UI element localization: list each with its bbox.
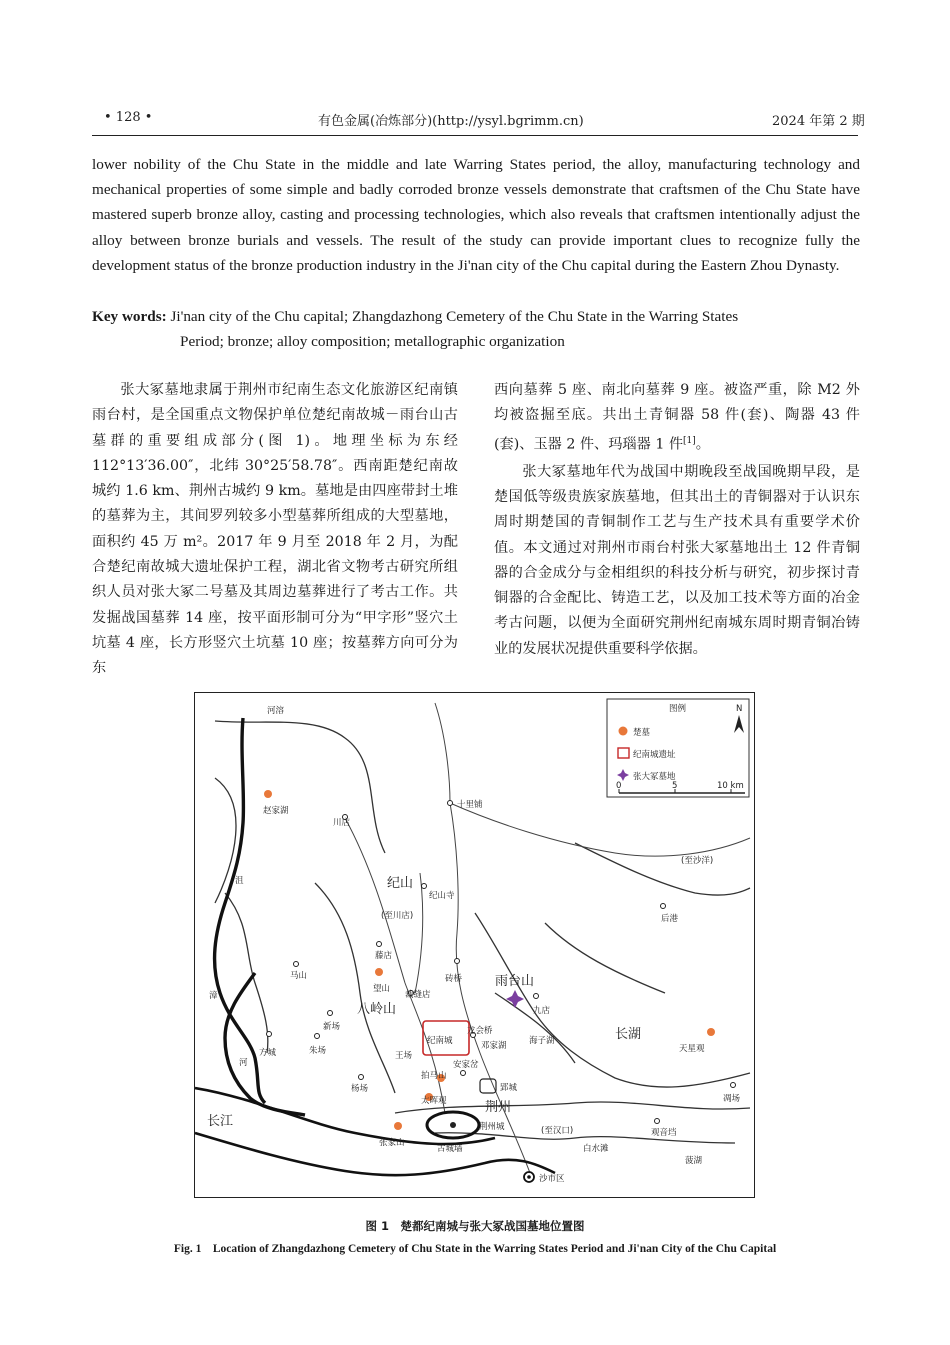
map-label: 赵家湖: [263, 806, 289, 816]
river-line: [495, 993, 575, 1063]
keywords-line-1: Ji'nan city of the Chu capital; Zhangdazhong Cemetery of the Chu State in the Warring States: [170, 308, 739, 325]
location-map: [194, 692, 755, 1198]
abstract-english: [92, 152, 860, 278]
map-label: 拍马山: [421, 1071, 447, 1081]
figure-caption-cn: 图 1 楚都纪南城与张大冢战国墓地位置图: [365, 1219, 585, 1233]
legend-item-cemetery: 张大冢墓地: [633, 772, 676, 782]
map-label: 海子湖: [529, 1036, 555, 1046]
scale-0: 0: [616, 781, 622, 791]
map-label: 王场: [395, 1051, 413, 1061]
keywords-label: Key words:: [92, 308, 167, 325]
map-label: 安家岔: [453, 1060, 479, 1070]
legend-item-site: 纪南城遗址: [633, 750, 676, 760]
place-dots: [267, 801, 736, 1124]
map-label: 纪南城: [427, 1036, 453, 1046]
map-label: 望山: [373, 984, 391, 994]
map-label: 漳: [209, 991, 218, 1001]
map-label: 川店: [333, 818, 351, 828]
map-label: 新场: [323, 1022, 341, 1032]
map-label: 砖桥: [445, 974, 463, 984]
chu-tomb-marker: [394, 1122, 402, 1130]
body-left-column: [92, 378, 458, 682]
boundary-river: [215, 718, 265, 1103]
river-line: [215, 778, 236, 903]
map-label: 纪山: [387, 876, 414, 891]
road-line: [345, 818, 445, 1113]
river-line: [545, 923, 665, 993]
scale-5: 5: [672, 781, 678, 791]
map-label: 长江: [207, 1114, 234, 1129]
map-label: 沮: [235, 876, 244, 886]
journal-title: 有色金属(冶炼部分)(http://ysyl.bgrimm.cn): [318, 114, 584, 129]
keywords-line-2: Period; bronze; alloy composition; metallographic organization: [180, 333, 565, 351]
figure-caption-en: Fig. 1 Location of Zhangdazhong Cemetery of Chu State in the Warring States Period and Ji'nan City of the Chu Capital: [173, 1243, 777, 1255]
body-paragraph: 张大冢墓地年代为战国中期晚段至战国晚期早段，是楚国低等级贵族家族墓地，但其出土的青铜器对于认识东周时期楚国的青铜制作工艺与生产技术具有重要学术价值。本文通过对荆州市雨台村张大冢墓地出土 12 件青铜器的合金成分与金相组织的科技分析与研究，初步探讨青铜器的合金配比、铸造工艺，以及加工技术等方面的冶金考古问题，以便为全面研究荆州纪南城东周时期青铜冶铸业的发展状况提供重要科学依据。: [494, 463, 860, 657]
map-label: (至川店): [381, 911, 414, 921]
map-label: 纪山寺: [429, 891, 455, 901]
map-canvas: [195, 693, 753, 1196]
map-label: 古城墙: [437, 1144, 463, 1154]
map-label: 荆州: [485, 1100, 512, 1115]
map-label: 裁缝店: [405, 990, 431, 1000]
map-label: 河溶: [267, 706, 285, 716]
map-label: 张家山: [379, 1138, 405, 1148]
yangtze-bank: [195, 1088, 495, 1144]
map-label: 白水滩: [583, 1144, 609, 1154]
shashi-marker-center: [527, 1175, 531, 1179]
citation-ref: [1]: [683, 435, 696, 446]
map-label: 杨场: [351, 1084, 369, 1094]
map-label: 太晖观: [421, 1096, 447, 1106]
map-label: 天星观: [679, 1044, 705, 1054]
zhangdazhong-marker: [506, 990, 524, 1008]
map-label: 河: [239, 1058, 248, 1068]
issue-label: 2024 年第 2 期: [772, 114, 865, 129]
map-label: 邓家湖: [481, 1041, 507, 1051]
body-paragraph: 西向墓葬 5 座、南北向墓葬 9 座。被盗严重，除 M2 外均被盗掘至底。共出土青铜器 58 件(套)、陶器 43 件(套)、玉器 2 件、玛瑙器 1 件[1]。: [494, 382, 860, 453]
legend-tomb-icon: [619, 727, 628, 736]
river-line: [225, 893, 268, 1053]
map-label: (至汉口): [541, 1126, 574, 1136]
keywords: [92, 304, 860, 354]
road-line: [450, 803, 750, 856]
map-label: 九店: [533, 1006, 551, 1016]
map-label: 凋场: [723, 1094, 741, 1104]
map-label: 后港: [661, 914, 679, 924]
map-label: 方城: [259, 1048, 277, 1058]
yangtze-bank: [195, 1133, 555, 1175]
chu-tomb-marker: [375, 968, 383, 976]
chu-tomb-marker: [264, 790, 272, 798]
legend-title: 图例: [669, 704, 687, 714]
body-right-column: [494, 378, 860, 662]
boundary-river: [225, 973, 305, 1115]
body-paragraph: 张大冢墓地隶属于荆州市纪南生态文化旅游区纪南镇雨台村，是全国重点文物保护单位楚纪南故城－雨台山古墓群的重要组成部分(图 1)。地理坐标为东经 112°13′36.00″，北纬 30°25′58.78″。西南距楚纪南故城约 1.6 km、荆州古城约 9 km。墓地是由四座带封土堆的墓葬为主，其间罗列较多小型墓葬所组成的大型墓地，面积约 45 万 m²。2017 年 9 月至 2018 年 2 月，为配合楚纪南故城大遗址保护工程，湖北省文物考古研究所组织人员对张大冢二号墓及其周边墓葬进行了考古工作。共发掘战国墓葬 14 座，按平面形制可分为“甲字形”竖穴土坑墓 4 座，长方形竖穴土坑墓 10 座；按墓葬方向可分为东: [92, 382, 458, 677]
page-number: • 128 •: [104, 110, 153, 125]
map-label: 朱场: [309, 1046, 327, 1056]
map-label: (至沙洋): [681, 856, 714, 866]
header-rule: [92, 135, 858, 136]
map-label: 十里铺: [457, 800, 483, 810]
map-label: 龙会桥: [467, 1026, 493, 1036]
road-line: [435, 703, 450, 803]
map-label: 藤店: [375, 951, 393, 961]
chu-tomb-marker: [707, 1028, 715, 1036]
road-line: [415, 873, 423, 993]
map-label: 荆州城: [479, 1122, 505, 1132]
map-label: 沙市区: [539, 1174, 565, 1184]
map-label: 马山: [290, 971, 308, 981]
map-label: 长湖: [615, 1027, 642, 1042]
map-label: 八岭山: [357, 1002, 397, 1017]
legend-item-tomb: 楚墓: [633, 728, 651, 738]
scale-10: 10 km: [717, 781, 744, 791]
map-label: 观音垱: [651, 1128, 677, 1138]
map-label: 菠湖: [685, 1156, 703, 1166]
map-label: 雨台山: [495, 974, 535, 989]
abstract-text: lower nobility of the Chu State in the middle and late Warring States period, the alloy, manufacturing technology and mechanical properties of some simple and badly corroded bronze vessels demonstrate that craftsmen of the Chu State have mastered superb bronze alloy, casting and processing technologies, which also reveals that craftsmen intentionally adjust the alloy between bronze burials and vessels. The result of the study can provide important clues to recognize fully the development status of the bronze production industry in the Ji'nan city of the Chu capital during the Eastern Zhou Dynasty.: [92, 156, 860, 274]
north-label: N: [736, 704, 743, 714]
map-label: 郢城: [500, 1083, 518, 1093]
city-dot: [450, 1122, 456, 1128]
